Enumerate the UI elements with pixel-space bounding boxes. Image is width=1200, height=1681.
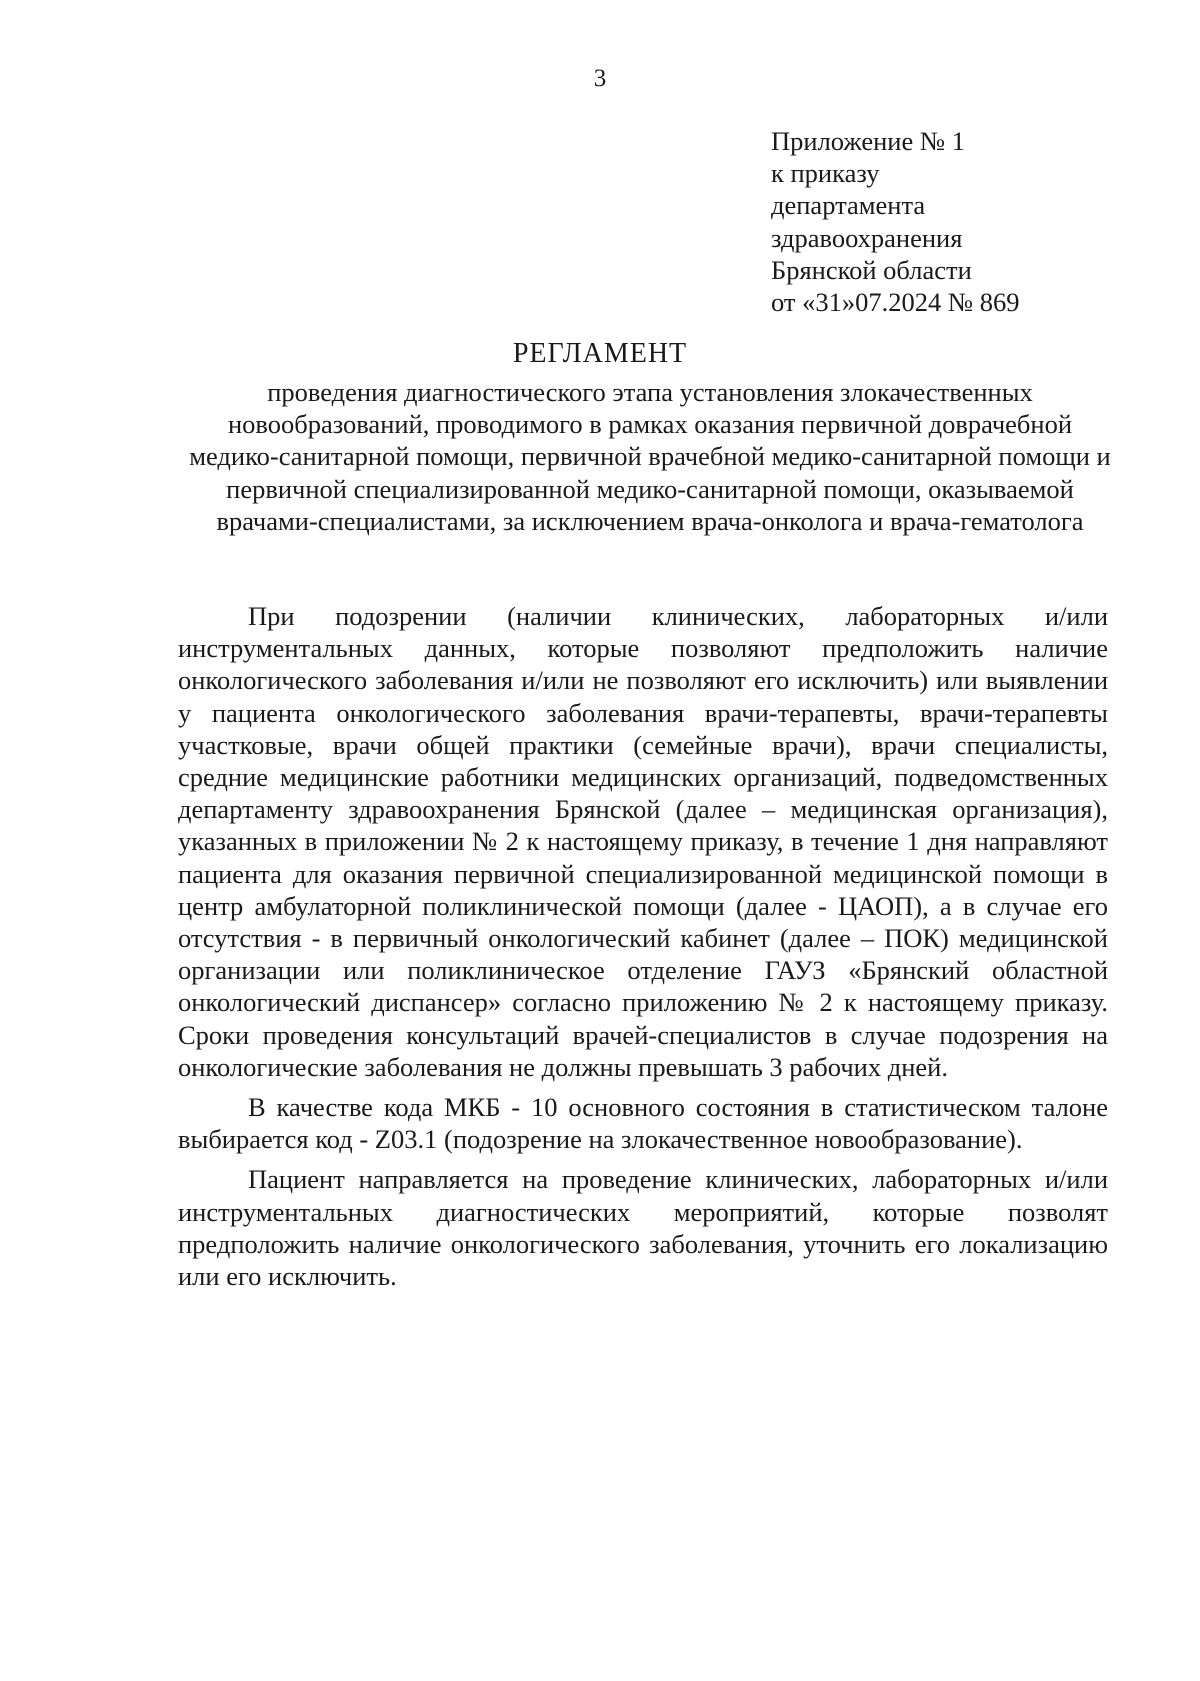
appendix-line: Приложение № 1 [771,126,966,156]
appendix-line: от «31»07.2024 № 869 [771,287,1020,318]
appendix-line: к приказу [771,158,880,189]
body-paragraph: В качестве кода МКБ - 10 основного состояния в статистическом талоне выбирается код - Z03.1 (подозрение на злокачественное новообразование). [178,1092,1108,1155]
appendix-line: здравоохранения [771,222,963,253]
page-number: 3 [593,65,607,92]
appendix-line: департамента [771,190,926,221]
document-body [178,600,1108,1300]
document-title: РЕГЛАМЕНТ [512,338,688,369]
body-paragraph: Пациент направляется на проведение клинических, лабораторных и/или инструментальных диагностических мероприятий, которые позволят предположить наличие онкологического заболевания, уточнить его локализацию или его исключить. [178,1164,1108,1292]
appendix-header [771,125,1020,318]
body-paragraph: При подозрении (наличии клинических, лабораторных и/или инструментальных данных, которые позволяют предположить наличие онкологического заболевания и/или не позволяют его исключить) или выявлении у пациента онкологического заболевания врачи-терапевты, врачи-терапевты участковые, врачи общей практики (семейные врачи), врачи специалисты, средние медицинские работники медицинских организаций, подведомственных департаменту здравоохранения Брянской (далее – медицинская организация), указанных в приложении № 2 к настоящему приказу, в течение 1 дня направляют пациента для оказания первичной специализированной медицинской помощи в центр амбулаторной поликлинической помощи (далее - ЦАОП), а в случае его отсутствия - в первичный онкологический кабинет (далее – ПОК) медицинской организации или поликлиническое отделение ГАУЗ «Брянский областной онкологический диспансер» согласно приложению № 2 к настоящему приказу. Сроки проведения консультаций врачей-специалистов в случае подозрения на онкологические заболевания не должны превышать 3 рабочих дней. [178,601,1108,1082]
document-subtitle: проведения диагностического этапа установления злокачественных новообразований, проводимого в рамках оказания первичной доврачебной медико-санитарной помощи, первичной врачебной медико-санитарной помощи и первичной специализированной медико-санитарной помощи, оказываемой врачами-специалистами, за исключением врача-онколога и врача-гематолога [189,377,1111,536]
appendix-line: Брянской области [771,254,972,285]
